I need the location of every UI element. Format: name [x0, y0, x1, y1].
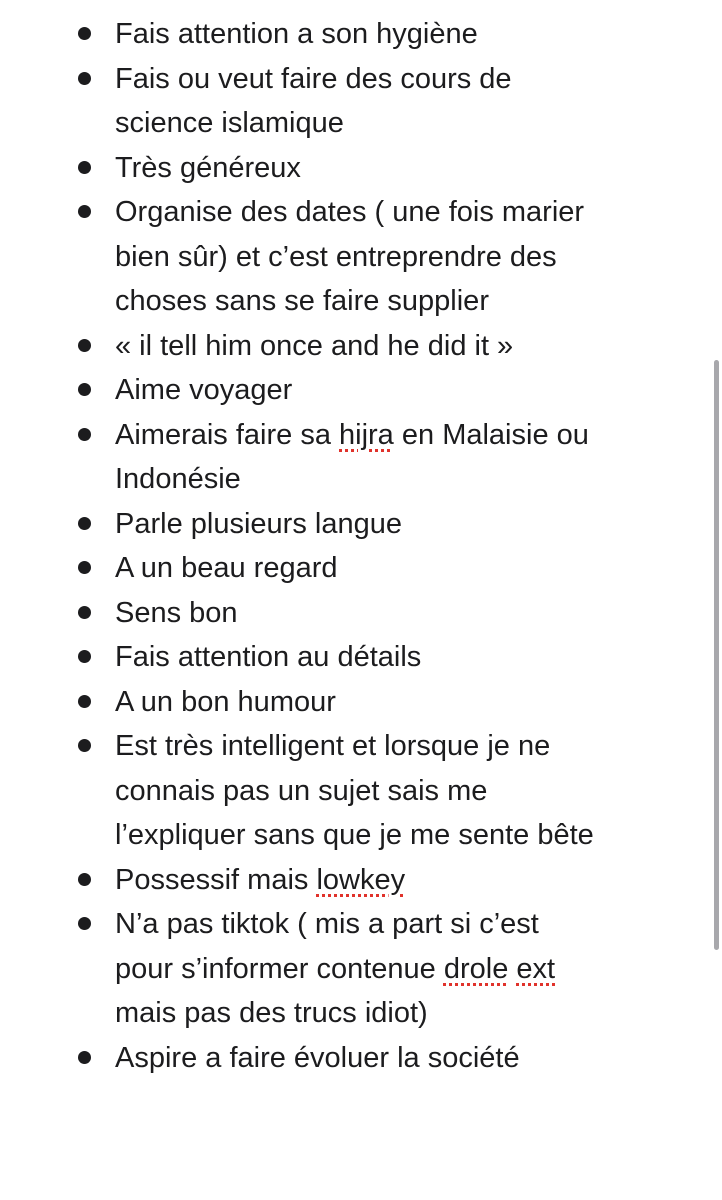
- bullet-dot-icon: [78, 205, 91, 218]
- text-segment: Aime voyager: [115, 374, 293, 406]
- text-segment: pour s’informer contenue: [115, 952, 444, 985]
- bullet-dot-icon: [78, 428, 91, 441]
- list-item[interactable]: [0, 1036, 722, 1081]
- list-item-text-line: [115, 146, 682, 191]
- bullet-dot-icon: [78, 517, 91, 530]
- list-item-text-line: [115, 724, 682, 769]
- note-body[interactable]: [0, 12, 722, 1080]
- misspelled-word[interactable]: ext: [516, 952, 556, 985]
- bullet-dot-icon: [78, 606, 91, 619]
- list-item-text-line: [115, 502, 682, 547]
- list-item-text-line: [115, 813, 682, 858]
- text-segment: Fais attention a son hygiène: [115, 18, 478, 50]
- text-segment: Aimerais faire sa: [115, 418, 340, 451]
- list-item-text-line: [115, 279, 682, 324]
- list-item[interactable]: [0, 368, 722, 413]
- list-item[interactable]: [0, 413, 722, 502]
- bullet-dot-icon: [78, 383, 91, 396]
- text-segment: A un beau regard: [115, 552, 338, 584]
- text-segment: Aspire a faire évoluer la société: [115, 1041, 520, 1074]
- list-item-text-line: [115, 947, 682, 992]
- text-segment: A un bon humour: [115, 685, 336, 718]
- bullet-dot-icon: [78, 695, 91, 708]
- bullet-dot-icon: [78, 339, 91, 352]
- list-item-text-line: [115, 1036, 682, 1081]
- text-segment: Est très intelligent et lorsque je ne: [115, 730, 551, 762]
- list-item-text-line: [115, 591, 682, 636]
- list-item[interactable]: [0, 502, 722, 547]
- list-item[interactable]: [0, 858, 722, 903]
- vertical-scrollbar[interactable]: [714, 360, 719, 950]
- list-item[interactable]: [0, 635, 722, 680]
- bullet-dot-icon: [78, 1051, 91, 1064]
- text-segment: science islamique: [115, 107, 344, 139]
- bullet-dot-icon: [78, 917, 91, 930]
- text-segment: Fais ou veut faire des cours de: [115, 62, 512, 95]
- bullet-dot-icon: [78, 873, 91, 886]
- list-item-text-line: [115, 991, 682, 1036]
- bullet-dot-icon: [78, 561, 91, 574]
- text-segment: Indonésie: [115, 463, 241, 495]
- text-segment: Sens bon: [115, 596, 238, 629]
- list-item-text-line: [115, 769, 682, 814]
- list-item-text-line: [115, 101, 682, 146]
- list-item-text-line: [115, 57, 682, 102]
- list-item-text-line: [115, 457, 682, 502]
- list-item-text-line: [115, 680, 682, 725]
- text-segment: Possessif mais: [115, 863, 317, 896]
- list-item-text-line: [115, 635, 682, 680]
- list-item[interactable]: [0, 724, 722, 858]
- list-item[interactable]: [0, 146, 722, 191]
- list-item-text-line: [115, 902, 682, 947]
- misspelled-word[interactable]: drole: [443, 952, 509, 985]
- bullet-dot-icon: [78, 72, 91, 85]
- bullet-dot-icon: [78, 739, 91, 752]
- misspelled-word[interactable]: lowkey: [316, 863, 406, 896]
- list-item-text-line: [115, 546, 682, 591]
- list-item[interactable]: [0, 12, 722, 57]
- list-item-text-line: [115, 324, 682, 369]
- list-item-text-line: [115, 368, 682, 413]
- list-item[interactable]: [0, 190, 722, 324]
- list-item-text-line: [115, 413, 682, 458]
- text-segment: choses sans se faire supplier: [115, 285, 489, 317]
- list-item-text-line: [115, 190, 682, 235]
- text-segment: connais pas un sujet sais me: [115, 774, 488, 807]
- text-segment: bien sûr) et c’est entreprendre des: [115, 240, 557, 273]
- bullet-dot-icon: [78, 161, 91, 174]
- text-segment: mais pas des trucs idiot): [115, 997, 428, 1029]
- text-segment: l’expliquer sans que je me sente bête: [115, 819, 594, 851]
- bullet-list: [0, 12, 722, 1080]
- text-segment: Organise des dates ( une fois marier: [115, 196, 585, 228]
- text-segment: Très généreux: [115, 151, 301, 184]
- list-item-text-line: [115, 12, 682, 57]
- text-segment: « il tell him once and he did it »: [115, 329, 514, 362]
- list-item[interactable]: [0, 324, 722, 369]
- list-item[interactable]: [0, 546, 722, 591]
- bullet-dot-icon: [78, 27, 91, 40]
- list-item[interactable]: [0, 680, 722, 725]
- list-item[interactable]: [0, 591, 722, 636]
- list-item[interactable]: [0, 902, 722, 1036]
- list-item-text-line: [115, 858, 682, 903]
- text-segment: Fais attention au détails: [115, 641, 422, 673]
- list-item[interactable]: [0, 57, 722, 146]
- bullet-dot-icon: [78, 650, 91, 663]
- text-segment: en Malaisie ou: [393, 418, 589, 451]
- list-item-text-line: [115, 235, 682, 280]
- text-segment: N’a pas tiktok ( mis a part si c’est: [115, 908, 539, 940]
- misspelled-word[interactable]: hijra: [339, 418, 394, 451]
- text-segment: Parle plusieurs langue: [115, 507, 402, 540]
